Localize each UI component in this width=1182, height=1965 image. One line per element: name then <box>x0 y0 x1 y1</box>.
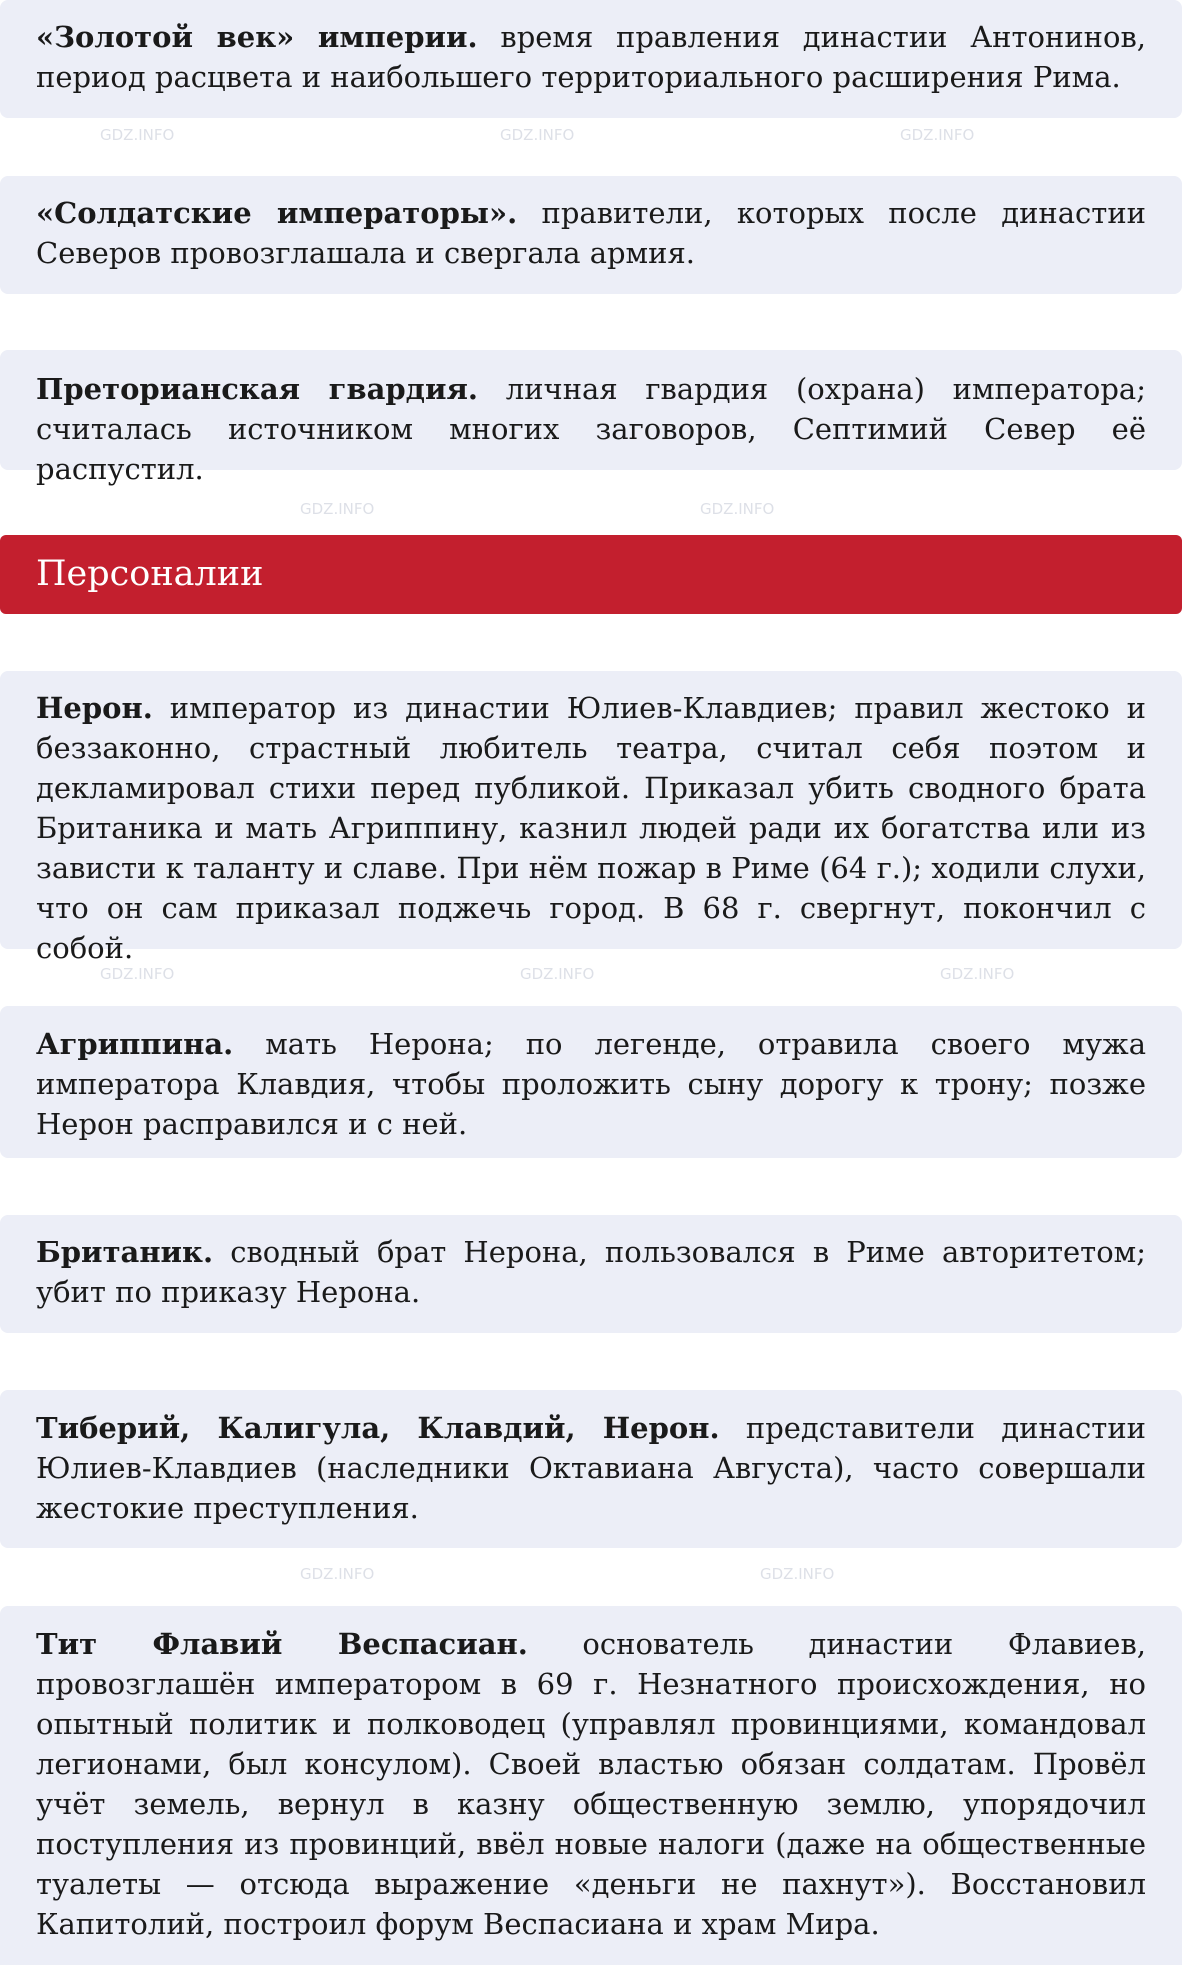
watermark-text: GDZ.INFO <box>900 126 975 144</box>
term-definition: личная гвардия (охрана) императора; считалась источником многих заговоров, Септимий Север её распустил. <box>36 372 1146 486</box>
term-title: Преторианская гвардия. <box>36 372 479 406</box>
term-title: «Солдатские императоры». <box>36 196 518 230</box>
term-card-praetorian-guard <box>0 350 1182 486</box>
person-description: император из династии Юлиев-Клавдиев; правил жестоко и беззаконно, страстный любитель театра, считал себя поэтом и декламировал стихи перед публикой. Приказал убить сводного брата Британика и мать Агриппину, казнил людей ради их богатства или из зависти к таланту и славе. При нём пожар в Риме (64 г.); ходили слухи, что он сам приказал поджечь город. В 68 г. свергнут, покончил с собой. <box>36 691 1146 965</box>
watermark-text: GDZ.INFO <box>100 126 175 144</box>
watermark-text: GDZ.INFO <box>940 965 1015 983</box>
watermark-text: GDZ.INFO <box>760 1565 835 1583</box>
watermark-text: GDZ.INFO <box>700 500 775 518</box>
person-description: представители династии Юлиев-Клавдиев (наследники Октавиана Августа), часто совершали жестокие преступления. <box>36 1411 1146 1525</box>
watermark-text: GDZ.INFO <box>100 965 175 983</box>
person-description: мать Нерона; по легенде, отравила своего мужа императора Клавдия, чтобы проложить сыну дорогу к трону; позже Нерон расправился и с ней. <box>36 1027 1146 1141</box>
person-card-julio-claudians <box>0 1390 1182 1548</box>
person-card-britannicus <box>0 1215 1182 1333</box>
section-banner-personalities <box>0 535 1182 614</box>
person-card-nero <box>0 671 1182 965</box>
person-name: Агриппина. <box>36 1027 234 1061</box>
term-definition: правители, которых после династии Северов провозглашала и свергала армия. <box>36 196 1146 270</box>
watermark-text: GDZ.INFO <box>300 500 375 518</box>
person-name: Тиберий, Калигула, Клавдий, Нерон. <box>36 1411 720 1445</box>
person-name: Тит Флавий Веспасиан. <box>36 1627 528 1661</box>
term-title: «Золотой век» империи. <box>36 20 478 54</box>
person-card-vespasian <box>0 1606 1182 1965</box>
watermark-text: GDZ.INFO <box>500 126 575 144</box>
person-name: Нерон. <box>36 691 153 725</box>
person-card-agrippina <box>0 1006 1182 1158</box>
term-card-golden-age <box>0 0 1182 118</box>
watermark-text: GDZ.INFO <box>520 965 595 983</box>
person-name: Британик. <box>36 1235 214 1269</box>
term-definition: время правления династии Антонинов, период расцвета и наибольшего территориального расширения Рима. <box>36 20 1147 94</box>
person-description: основатель династии Флавиев, провозглашён императором в 69 г. Незнатного происхождения, но опытный политик и полководец (управлял провинциями, командовал легионами, был консулом). Своей властью обязан солдатам. Провёл учёт земель, вернул в казну общественную землю, упорядочил поступления из провинций, ввёл новые налоги (даже на общественные туалеты — отсюда выражение «деньги не пахнут»). Восстановил Капитолий, построил форум Веспасиана и храм Мира. <box>36 1627 1146 1941</box>
section-title: Персоналии <box>36 554 264 594</box>
term-card-soldier-emperors <box>0 176 1182 294</box>
watermark-text: GDZ.INFO <box>300 1565 375 1583</box>
person-description: сводный брат Нерона, пользовался в Риме авторитетом; убит по приказу Нерона. <box>36 1235 1146 1309</box>
